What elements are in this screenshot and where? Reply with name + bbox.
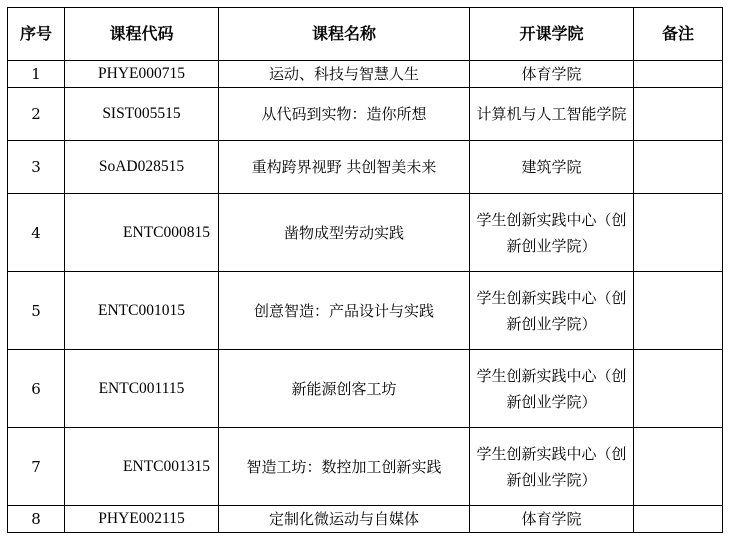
cell-course-name: 重构跨界视野 共创智美未来 bbox=[219, 141, 470, 194]
cell-course-code: SIST005515 bbox=[65, 88, 219, 141]
cell-seq: 6 bbox=[8, 350, 65, 428]
cell-seq: 4 bbox=[8, 194, 65, 272]
cell-note bbox=[634, 141, 723, 194]
cell-seq: 2 bbox=[8, 88, 65, 141]
header-seq: 序号 bbox=[8, 8, 65, 61]
table-row bbox=[8, 350, 723, 428]
cell-note bbox=[634, 506, 723, 533]
cell-course-code: ENTC001015 bbox=[65, 272, 219, 350]
header-school: 开课学院 bbox=[470, 8, 634, 61]
header-course-name: 课程名称 bbox=[219, 8, 470, 61]
cell-course-name: 凿物成型劳动实践 bbox=[219, 194, 470, 272]
cell-seq: 7 bbox=[8, 428, 65, 506]
cell-school: 学生创新实践中心（创新创业学院） bbox=[470, 194, 634, 272]
cell-note bbox=[634, 194, 723, 272]
cell-note bbox=[634, 428, 723, 506]
table-row bbox=[8, 428, 723, 506]
cell-course-name: 定制化微运动与自媒体 bbox=[219, 506, 470, 533]
table-row bbox=[8, 506, 723, 533]
header-note: 备注 bbox=[634, 8, 723, 61]
cell-note bbox=[634, 350, 723, 428]
table-row bbox=[8, 272, 723, 350]
cell-school: 建筑学院 bbox=[470, 141, 634, 194]
cell-seq: 1 bbox=[8, 61, 65, 88]
cell-school: 学生创新实践中心（创新创业学院） bbox=[470, 272, 634, 350]
cell-course-code: ENTC000815 bbox=[65, 194, 219, 272]
cell-course-code: PHYE002115 bbox=[65, 506, 219, 533]
table-row bbox=[8, 141, 723, 194]
cell-school: 体育学院 bbox=[470, 61, 634, 88]
table-row bbox=[8, 88, 723, 141]
table-row bbox=[8, 194, 723, 272]
cell-school: 体育学院 bbox=[470, 506, 634, 533]
cell-school: 学生创新实践中心（创新创业学院） bbox=[470, 350, 634, 428]
cell-seq: 5 bbox=[8, 272, 65, 350]
course-table bbox=[7, 7, 723, 533]
cell-note bbox=[634, 61, 723, 88]
cell-course-name: 运动、科技与智慧人生 bbox=[219, 61, 470, 88]
header-row bbox=[8, 8, 723, 61]
cell-course-code: ENTC001115 bbox=[65, 350, 219, 428]
cell-course-name: 智造工坊：数控加工创新实践 bbox=[219, 428, 470, 506]
cell-course-code: SoAD028515 bbox=[65, 141, 219, 194]
cell-course-name: 创意智造：产品设计与实践 bbox=[219, 272, 470, 350]
cell-note bbox=[634, 272, 723, 350]
cell-seq: 8 bbox=[8, 506, 65, 533]
cell-course-code: PHYE000715 bbox=[65, 61, 219, 88]
cell-course-name: 从代码到实物：造你所想 bbox=[219, 88, 470, 141]
cell-seq: 3 bbox=[8, 141, 65, 194]
cell-school: 计算机与人工智能学院 bbox=[470, 88, 634, 141]
cell-course-code: ENTC001315 bbox=[65, 428, 219, 506]
header-course-code: 课程代码 bbox=[65, 8, 219, 61]
cell-note bbox=[634, 88, 723, 141]
cell-school: 学生创新实践中心（创新创业学院） bbox=[470, 428, 634, 506]
table-row bbox=[8, 61, 723, 88]
cell-course-name: 新能源创客工坊 bbox=[219, 350, 470, 428]
